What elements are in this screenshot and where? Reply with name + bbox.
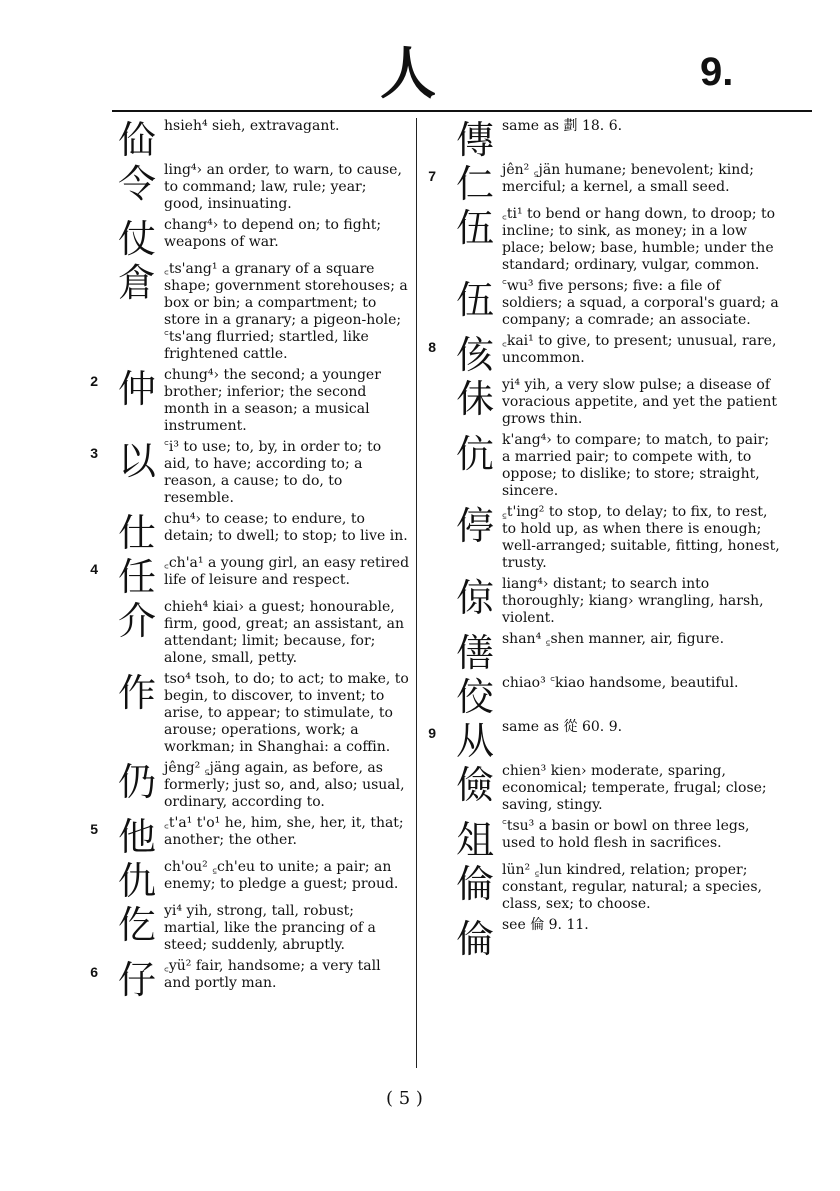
dictionary-entry <box>90 367 410 435</box>
dictionary-entry <box>450 675 780 719</box>
dictionary-entry <box>450 206 780 274</box>
entry-definition: ling⁴› an order, to warn, to cause, to command; law, rule; year; good, insinuating. <box>164 162 402 212</box>
stroke-number: 9 <box>428 725 436 741</box>
entry-character: 介 <box>117 599 156 643</box>
dictionary-entry <box>450 862 780 913</box>
entry-character: 倫 <box>455 917 494 961</box>
radical-number: 9. <box>700 50 734 94</box>
entry-definition: ꜀ch'a¹ a young girl, an easy retired life of leisure and respect. <box>164 555 410 588</box>
right-column <box>428 118 780 961</box>
header-rule <box>112 110 812 112</box>
entry-definition: ꜂tsu³ a basin or bowl on three legs, used to hold flesh in sacrifices. <box>502 818 750 851</box>
dictionary-entry <box>112 671 410 756</box>
entry-definition: k'ang⁴› to compare; to match, to pair; a married pair; to compete with, to oppose; to dislike; to store; straight, sincere. <box>502 432 770 499</box>
entry-definition: yi⁴ yih, strong, tall, robust; martial, like the prancing of a steed; suddenly, abruptly. <box>164 903 376 953</box>
dictionary-entry <box>112 903 410 954</box>
dictionary-entry <box>90 958 410 1002</box>
dictionary-entry <box>112 760 410 811</box>
stroke-number: 2 <box>90 373 98 389</box>
entry-character: 令 <box>117 162 156 206</box>
stroke-number: 5 <box>90 821 98 837</box>
entry-character: 仲 <box>117 367 156 411</box>
column-divider <box>416 118 417 1068</box>
entry-definition: chieh⁴ kiai› a guest; honourable, firm, good, great; an assistant, an attendant; limit; because, for; alone, small, petty. <box>164 599 405 666</box>
entry-definition: chiao³ ꜂kiao handsome, beautiful. <box>502 675 739 691</box>
entry-definition: lün² ꜁lun kindred, relation; proper; constant, regular, natural; a species, class, sex; to choose. <box>502 862 762 912</box>
entry-definition: chung⁴› the second; a younger brother; inferior; the second month in a season; a musical instrument. <box>164 367 381 434</box>
entry-character: 佼 <box>455 675 494 719</box>
entry-definition: same as 從 60. 9. <box>502 719 623 735</box>
dictionary-entry <box>450 118 780 162</box>
entry-definition: ꜂wu³ five persons; five: a file of soldiers; a squad, a corporal's guard; a company; a comrade; an associate. <box>502 278 779 328</box>
left-column <box>90 118 410 1002</box>
entry-definition: same as 劃 18. 6. <box>502 118 623 134</box>
dictionary-entry <box>90 439 410 507</box>
dictionary-entry <box>450 763 780 814</box>
stroke-number: 6 <box>90 964 98 980</box>
entry-character: 伉 <box>455 432 494 476</box>
dictionary-entry <box>90 815 410 859</box>
entry-definition: liang⁴› distant; to search into thoroughly; kiang› wrangling, harsh, violent. <box>502 576 764 626</box>
entry-character: 伍 <box>455 206 494 250</box>
dictionary-entry <box>450 818 780 862</box>
dictionary-entry <box>112 162 410 213</box>
entry-definition: jêng² ꜁jäng again, as before, as formerly; just so, and, also; usual, ordinary, according to. <box>164 760 405 810</box>
entry-character: 佡 <box>117 118 156 162</box>
dictionary-entry <box>112 511 410 555</box>
entry-character: 仕 <box>117 511 156 555</box>
entry-character: 僐 <box>455 631 494 675</box>
entry-character: 从 <box>455 719 494 763</box>
entry-character: 儉 <box>455 763 494 807</box>
entry-definition: jên² ꜁jän humane; benevolent; kind; merciful; a kernel, a small seed. <box>502 162 754 195</box>
entry-character: 作 <box>117 671 156 715</box>
entry-definition: see 倫 9. 11. <box>502 917 589 933</box>
dictionary-entry <box>90 555 410 599</box>
dictionary-entry <box>428 719 780 763</box>
dictionary-entry <box>450 917 780 961</box>
dictionary-entry <box>112 217 410 261</box>
dictionary-entry <box>450 631 780 675</box>
entry-definition: hsieh⁴ sieh, extravagant. <box>164 118 340 134</box>
entry-definition: ꜁t'ing² to stop, to delay; to fix, to rest, to hold up, as when there is enough; well-arranged; suitable, fitting, honest, trusty. <box>502 504 780 571</box>
entry-character: 伍 <box>455 278 494 322</box>
dictionary-entry <box>450 504 780 572</box>
entry-definition: chang⁴› to depend on; to fight; weapons of war. <box>164 217 382 250</box>
entry-definition: ch'ou² ꜁ch'eu to unite; a pair; an enemy; to pledge a guest; proud. <box>164 859 399 892</box>
entry-definition: shan⁴ ꜁shen manner, air, figure. <box>502 631 725 647</box>
entry-character: 仇 <box>117 859 156 903</box>
entry-character: 傳 <box>455 118 494 162</box>
dictionary-entry <box>112 599 410 667</box>
dictionary-entry <box>450 432 780 500</box>
entry-definition: ꜀yü² fair, handsome; a very tall and portly man. <box>164 958 381 991</box>
entry-character: 仡 <box>117 903 156 947</box>
stroke-number: 7 <box>428 168 436 184</box>
dictionary-entry <box>450 576 780 627</box>
entry-character: 佅 <box>455 377 494 421</box>
entry-character: 倞 <box>455 576 494 620</box>
entry-character: 仗 <box>117 217 156 261</box>
entry-character: 倉 <box>117 261 156 305</box>
dictionary-entry <box>428 162 780 206</box>
radical-header: 人 <box>380 41 436 107</box>
entry-definition: ꜀ts'ang¹ a granary of a square shape; government storehouses; a box or bin; a compartment; to store in a granary; a pigeon-hole; ꜂ts'ang flurried; startled, like frightened cattle. <box>164 261 408 362</box>
dictionary-entry <box>112 261 410 363</box>
entry-character: 以 <box>117 439 156 483</box>
dictionary-entry <box>112 118 410 162</box>
dictionary-entry <box>112 859 410 903</box>
entry-definition: tso⁴ tsoh, to do; to act; to make, to begin, to discover, to invent; to arise, to appear; to stimulate, to arouse; operations, work; a workman; in Shanghai: a coffin. <box>164 671 409 755</box>
entry-character: 俎 <box>455 818 494 862</box>
entry-definition: chien³ kien› moderate, sparing, economical; temperate, frugal; close; saving, stingy. <box>502 763 767 813</box>
entry-definition: ꜀kai¹ to give, to present; unusual, rare, uncommon. <box>502 333 777 366</box>
dictionary-entry <box>450 278 780 329</box>
entry-definition: ꜀t'a¹ t'o¹ he, him, she, her, it, that; another; the other. <box>164 815 404 848</box>
stroke-number: 3 <box>90 445 98 461</box>
entry-character: 仁 <box>455 162 494 206</box>
dictionary-entry <box>450 377 780 428</box>
page-number: ( 5 ) <box>386 1088 423 1109</box>
entry-character: 停 <box>455 504 494 548</box>
stroke-number: 8 <box>428 339 436 355</box>
entry-character: 倫 <box>455 862 494 906</box>
entry-character: 仔 <box>117 958 156 1002</box>
entry-definition: yi⁴ yih, a very slow pulse; a disease of voracious appetite, and yet the patient grows thin. <box>502 377 778 427</box>
entry-character: 他 <box>117 815 156 859</box>
entry-character: 侅 <box>455 333 494 377</box>
entry-definition: ꜂i³ to use; to, by, in order to; to aid, to have; according to; a reason, a cause; to do, to resemble. <box>164 439 382 506</box>
entry-definition: chu⁴› to cease; to endure, to detain; to dwell; to stop; to live in. <box>164 511 408 544</box>
stroke-number: 4 <box>90 561 98 577</box>
entry-definition: ꜀ti¹ to bend or hang down, to droop; to incline; to sink, as money; in a low place; below; base, humble; under the standard; ordinary, vulgar, common. <box>502 206 776 273</box>
dictionary-entry <box>428 333 780 377</box>
entry-character: 任 <box>117 555 156 599</box>
entry-character: 仍 <box>117 760 156 804</box>
